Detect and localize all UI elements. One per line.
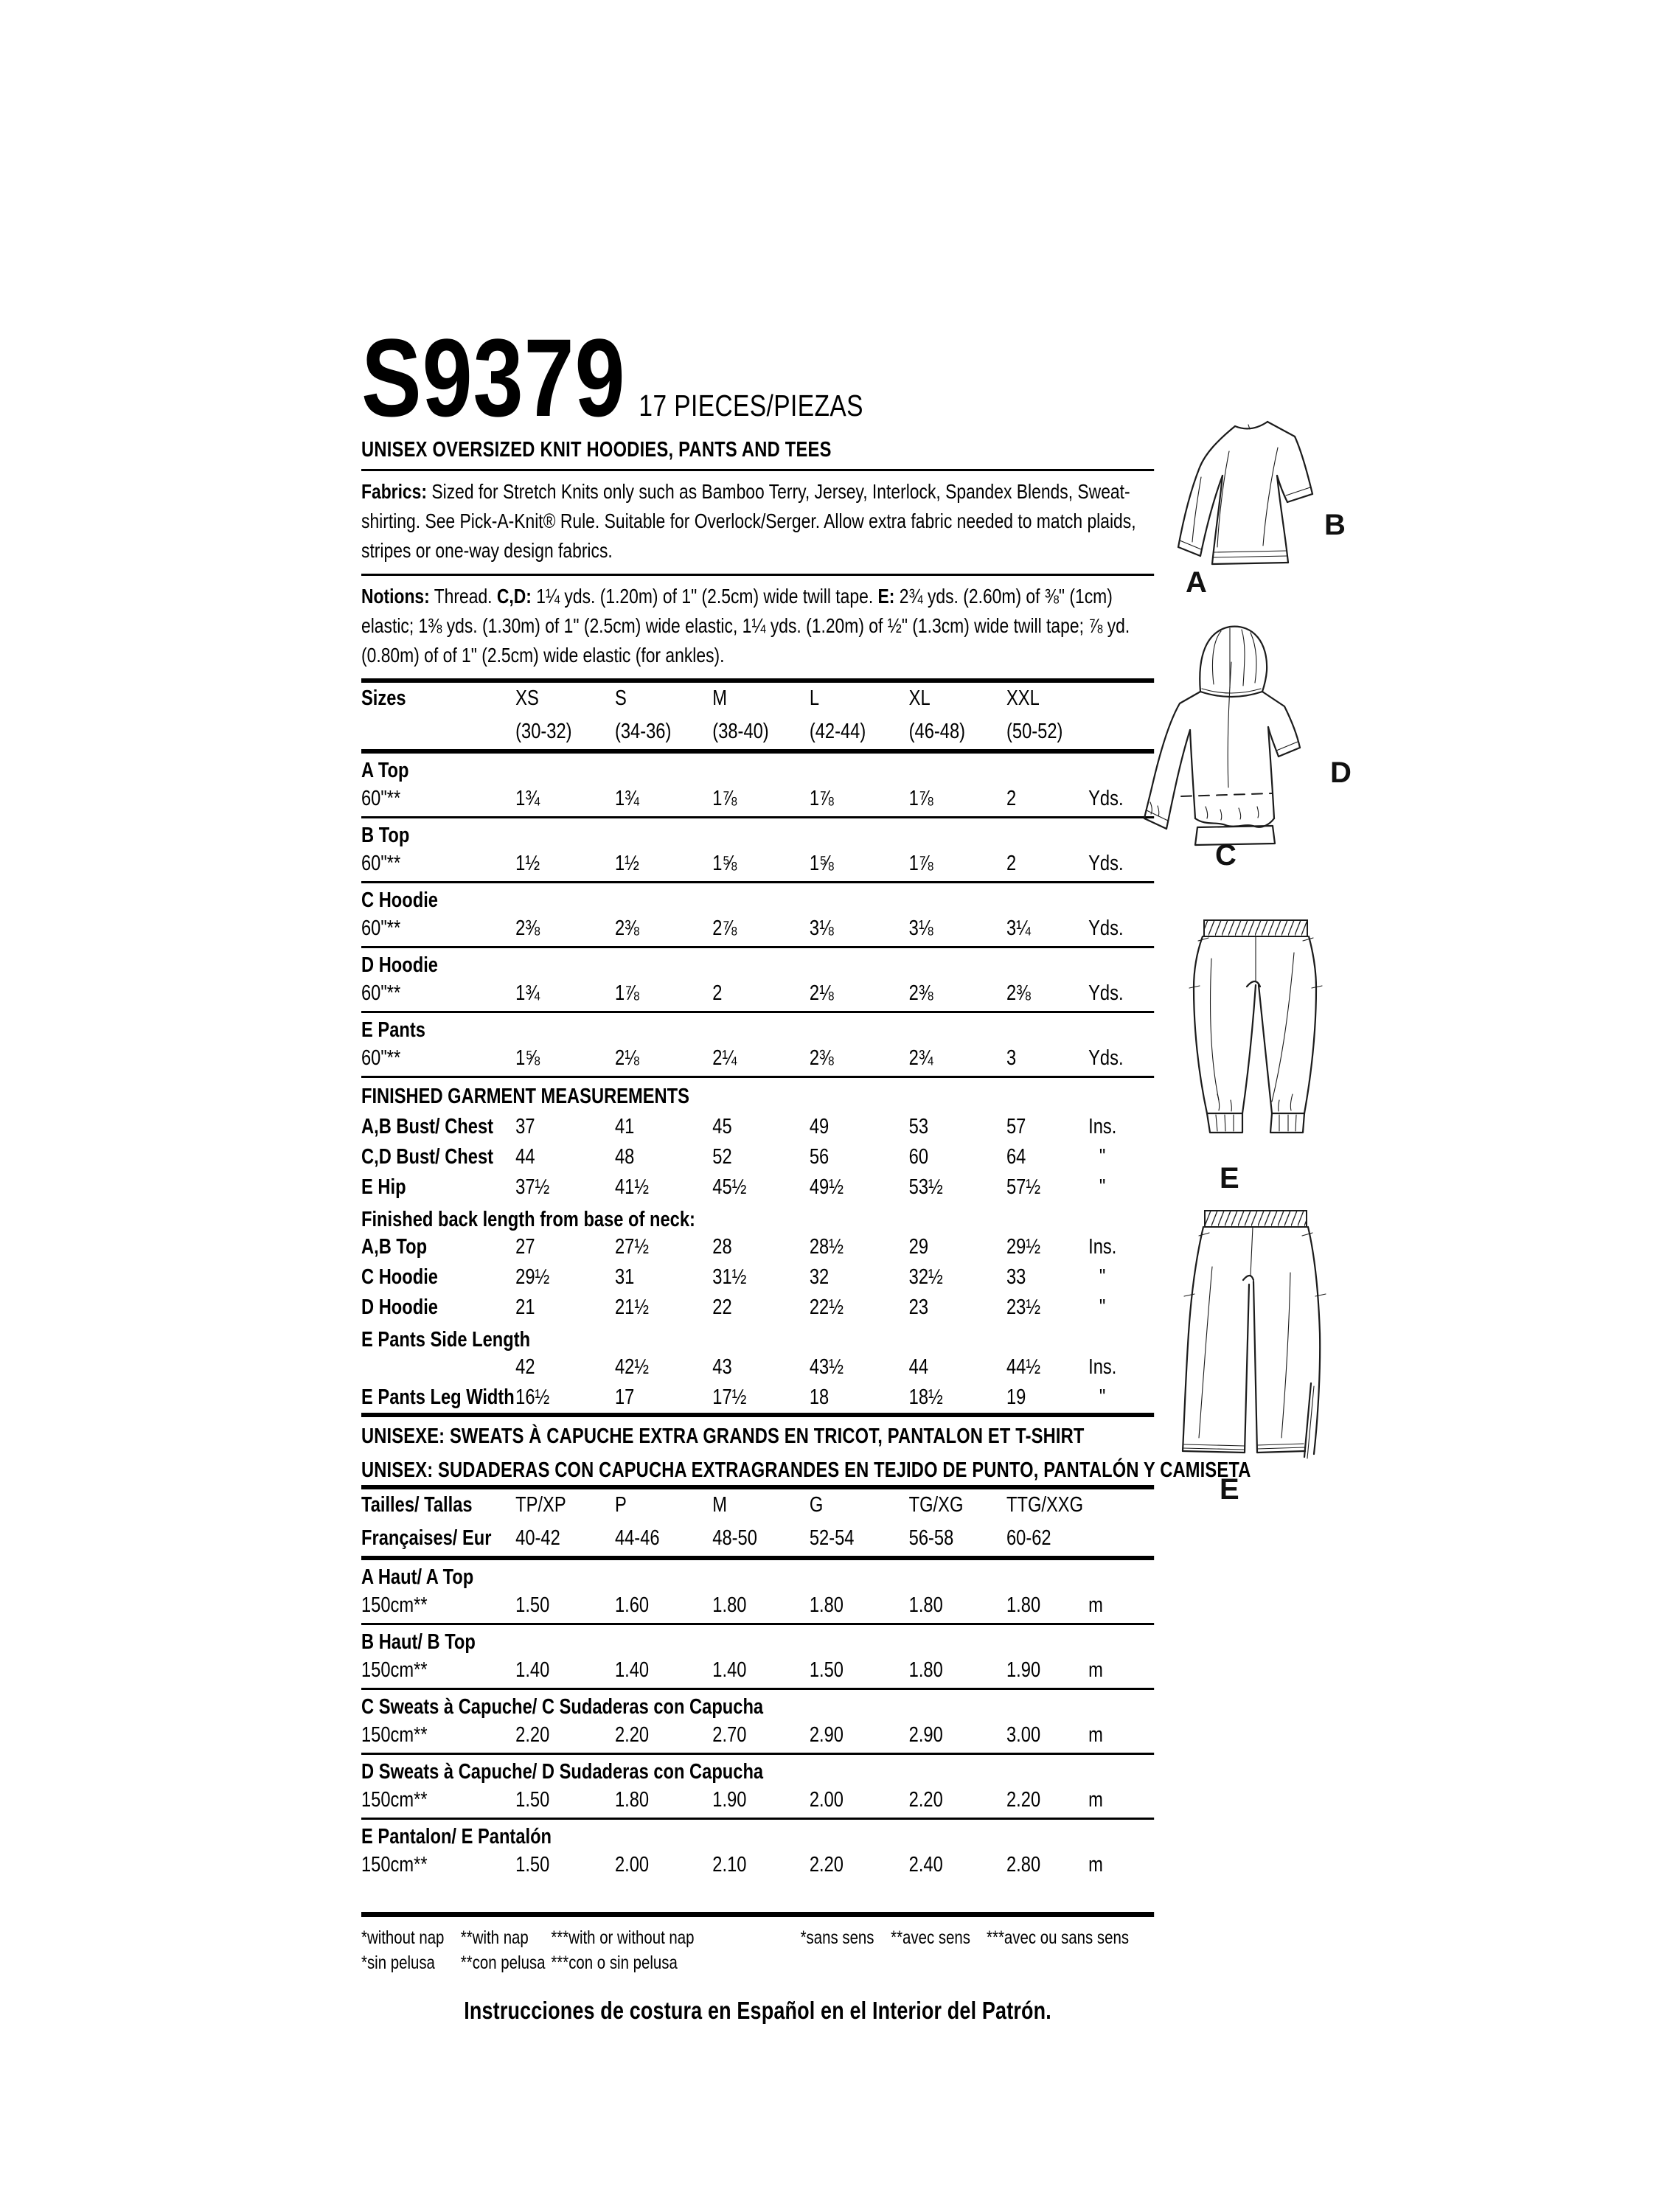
spanish-instructions-note: Instrucciones de costura en Español en el Interior del Patrón.: [464, 1997, 1051, 2024]
cell: D Hoodie: [361, 1295, 438, 1319]
garment-section-label: E Pantalon/ E Pantalón: [361, 1825, 552, 1848]
cell: A,B Top: [361, 1235, 428, 1259]
cell: 1.80: [908, 1658, 943, 1682]
metric-yardage-table: [361, 1489, 1154, 1882]
cell: 44-46: [614, 1526, 660, 1550]
cell: 2.20: [908, 1788, 943, 1812]
cell: 27½: [614, 1235, 650, 1259]
cell: [1088, 1526, 1154, 1551]
view-label-a: A: [1186, 566, 1207, 599]
cell: 44: [908, 1355, 929, 1379]
cell: (50-52): [1006, 720, 1063, 743]
cell: 1.80: [1006, 1593, 1041, 1617]
cell: 23½: [1006, 1295, 1041, 1319]
cell: Sizes: [361, 686, 406, 710]
cell: 53½: [908, 1175, 943, 1199]
cell: 56-58: [908, 1526, 954, 1550]
cell: ": [1099, 1265, 1106, 1289]
cell: 1⅞: [809, 787, 834, 810]
cell: 1.90: [1006, 1658, 1041, 1682]
fabrics-paragraph: [361, 471, 1154, 574]
cell: 45½: [712, 1175, 747, 1199]
cell: 29½: [1006, 1235, 1041, 1259]
cell: 2.40: [908, 1853, 943, 1877]
garment-section-label: E Pants: [361, 1018, 425, 1042]
title-row: [361, 316, 1154, 439]
cell: 60"**: [361, 1046, 401, 1070]
cell: 150cm**: [361, 1593, 428, 1617]
measurement-row: [361, 1262, 1154, 1293]
cell: 2.10: [712, 1853, 747, 1877]
cell: Ins.: [1088, 1115, 1117, 1138]
cell: 150cm**: [361, 1723, 428, 1747]
pattern-number: S9379: [361, 316, 626, 439]
cell: 60"**: [361, 852, 401, 875]
view-label-e-joggers: E: [1220, 1162, 1239, 1194]
cell: 1.80: [809, 1593, 844, 1617]
cell: Françaises/ Eur: [361, 1526, 492, 1550]
sizes-header-row: [361, 683, 1154, 716]
cell: 1.40: [614, 1658, 650, 1682]
cell: m: [1088, 1853, 1103, 1877]
footnote: *sans sens: [800, 1927, 874, 1948]
cell: P: [614, 1493, 627, 1517]
cell: 1¾: [515, 981, 540, 1005]
cell: 3⅛: [809, 917, 834, 940]
cell: 3⅛: [908, 917, 933, 940]
cell: 1½: [614, 852, 639, 875]
hoodie-illustration: [1143, 618, 1329, 863]
cell: 23: [908, 1295, 929, 1319]
cell: 48-50: [712, 1526, 757, 1550]
cell: 44½: [1006, 1355, 1041, 1379]
cell: 2⅛: [809, 981, 834, 1005]
cell: 1⅞: [908, 787, 933, 810]
content-column: [361, 316, 1251, 2025]
cell: 60-62: [1006, 1526, 1051, 1550]
imperial-yardage-table: [361, 683, 1154, 1078]
footnote: ***avec ou sans sens: [987, 1927, 1130, 1948]
cell: 43: [712, 1355, 732, 1379]
cell: 32: [809, 1265, 830, 1289]
cell: 37½: [515, 1175, 550, 1199]
cell: 17: [614, 1385, 635, 1409]
cell: 2.20: [614, 1723, 650, 1747]
cell: ": [1099, 1145, 1106, 1169]
view-label-d: D: [1330, 757, 1352, 789]
metric-sizes-row: [361, 1489, 1154, 1523]
cell: 40-42: [515, 1526, 560, 1550]
divider: [361, 1912, 1154, 1917]
cell: Yds.: [1088, 852, 1124, 875]
cell: 22½: [809, 1295, 844, 1319]
cell: 1.90: [712, 1788, 747, 1812]
measurement-subheading: E Pants Side Length: [361, 1328, 531, 1352]
cell: 21½: [614, 1295, 650, 1319]
cell: 43½: [809, 1355, 844, 1379]
cell: 42½: [614, 1355, 650, 1379]
tee-illustration: [1167, 407, 1343, 593]
measurement-row: [361, 1232, 1154, 1262]
cell: 29: [908, 1235, 929, 1259]
cell: Yds.: [1088, 981, 1124, 1005]
cell: 2.80: [1006, 1853, 1041, 1877]
cell: m: [1088, 1658, 1103, 1682]
cell: XXL: [1006, 686, 1040, 710]
yardage-row: [361, 1849, 1154, 1882]
title-es: UNISEX: SUDADERAS CON CAPUCHA EXTRAGRANDES EN TEJIDO DE PUNTO, PANTALÓN Y CAMISETA: [361, 1458, 1251, 1482]
yardage-row: [361, 848, 1154, 881]
measurement-row: [361, 1382, 1154, 1413]
cell: m: [1088, 1788, 1103, 1812]
cell: ": [1099, 1175, 1106, 1199]
cell: TP/XP: [515, 1493, 566, 1517]
cell: 2.00: [614, 1853, 650, 1877]
cell: 150cm**: [361, 1788, 428, 1812]
cell: 2.90: [908, 1723, 943, 1747]
cell: 1⅞: [712, 787, 737, 810]
cell: Ins.: [1088, 1355, 1117, 1379]
sizes-range-row: [361, 716, 1154, 749]
cell: Yds.: [1088, 917, 1124, 940]
cell: C,D Bust/ Chest: [361, 1145, 494, 1169]
cell: 2: [1006, 787, 1017, 810]
cell: 41½: [614, 1175, 650, 1199]
cell: 1⅝: [809, 852, 834, 875]
cell: 2: [712, 981, 723, 1005]
cell: 52-54: [809, 1526, 855, 1550]
yardage-row: [361, 913, 1154, 946]
footnote: ***with or without nap: [551, 1927, 695, 1948]
cell: 64: [1006, 1145, 1026, 1169]
cell: M: [712, 686, 728, 710]
yardage-row: [361, 1590, 1154, 1623]
cell: 53: [908, 1115, 929, 1138]
cell: 3.00: [1006, 1723, 1041, 1747]
yardage-row: [361, 1043, 1154, 1076]
title-fr: UNISEXE: SWEATS À CAPUCHE EXTRA GRANDS EN TRICOT, PANTALON ET T-SHIRT: [361, 1425, 1085, 1448]
cell: Tailles/ Tallas: [361, 1493, 473, 1517]
title-en: UNISEX OVERSIZED KNIT HOODIES, PANTS AND TEES: [361, 438, 832, 462]
cell: 1⅞: [614, 981, 639, 1005]
text-segment: Sized for Stretch Knits only such as Bamboo Terry, Jersey, Interlock, Spandex Blends, Sweat-shirting. See Pick-A-Knit® Rule. Suitable for Overlock/Serger. Allow extra fabric needed to match plaids, stripes or one-way design fabrics.: [361, 480, 1136, 562]
cell: 57½: [1006, 1175, 1041, 1199]
cell: 2.70: [712, 1723, 747, 1747]
text-segment: Fabrics:: [361, 480, 428, 503]
cell: Yds.: [1088, 787, 1124, 810]
cell: C Hoodie: [361, 1265, 438, 1289]
cell: 44: [515, 1145, 535, 1169]
cell: 17½: [712, 1385, 747, 1409]
view-label-b: B: [1324, 509, 1346, 541]
cell: 28: [712, 1235, 732, 1259]
cell: E Pants Leg Width: [361, 1385, 515, 1409]
cell: 52: [712, 1145, 732, 1169]
cell: 1⅝: [515, 1046, 540, 1070]
footnote: *without nap: [361, 1927, 445, 1948]
cell: 1½: [515, 852, 540, 875]
cell: 42: [515, 1355, 535, 1379]
cell: 16½: [515, 1385, 550, 1409]
cell: 2⅜: [809, 1046, 834, 1070]
wide-pants-illustration: [1178, 1208, 1335, 1475]
yardage-row: [361, 783, 1154, 816]
footnote: **avec sens: [891, 1927, 971, 1948]
cell: E Hip: [361, 1175, 406, 1199]
cell: 2⅞: [712, 917, 737, 940]
cell: 2¾: [908, 1046, 933, 1070]
cell: 2.20: [515, 1723, 550, 1747]
garment-section-label: B Haut/ B Top: [361, 1630, 476, 1654]
cell: 1.50: [515, 1853, 550, 1877]
cell: 1.50: [515, 1593, 550, 1617]
measurement-row: [361, 1352, 1154, 1382]
cell: 3¼: [1006, 917, 1031, 940]
cell: 1.50: [809, 1658, 844, 1682]
footnote: *sin pelusa: [361, 1952, 435, 1973]
cell: L: [809, 686, 820, 710]
cell: 150cm**: [361, 1658, 428, 1682]
finished-measurements-title: FINISHED GARMENT MEASUREMENTS: [361, 1085, 689, 1108]
metric-range-row: [361, 1523, 1154, 1556]
cell: 31: [614, 1265, 635, 1289]
cell: G: [809, 1493, 824, 1517]
hoodie-drawing: [1143, 618, 1329, 863]
cell: 3: [1006, 1046, 1017, 1070]
cell: XL: [908, 686, 931, 710]
garment-section-label: C Hoodie: [361, 888, 438, 912]
text-segment: 2¾ yds. (2.60m) of ⅜" (1cm) elastic; 1⅜ yds. (1.30m) of 1" (2.5cm) wide elastic, 1¼ yds. (1.20m) of ½" (1.3cm) wide twill tape; ⅞ yd. (0.80m) of of 1" (2.5cm) wide elastic (for ankles).: [361, 585, 1130, 667]
cell: 60: [908, 1145, 929, 1169]
measurement-row: [361, 1172, 1154, 1203]
measurement-row: [361, 1293, 1154, 1323]
cell: 1.80: [614, 1788, 650, 1812]
measurement-subheading: Finished back length from base of neck:: [361, 1208, 695, 1231]
text-segment: E:: [877, 585, 895, 608]
text-segment: C,D:: [496, 585, 532, 608]
cell: 32½: [908, 1265, 943, 1289]
cell: TG/XG: [908, 1493, 964, 1517]
cell: 2.20: [1006, 1788, 1041, 1812]
finished-measurements-table: [361, 1078, 1154, 1413]
cell: 49½: [809, 1175, 844, 1199]
pieces-count: 17 PIECES/PIEZAS: [639, 389, 863, 422]
cell: 2.90: [809, 1723, 844, 1747]
footnote: **with nap: [460, 1927, 529, 1948]
text-segment: Thread.: [429, 585, 497, 608]
cell: 1¾: [515, 787, 540, 810]
cell: XS: [515, 686, 539, 710]
cell: 28½: [809, 1235, 844, 1259]
cell: A,B Bust/ Chest: [361, 1115, 494, 1138]
cell: 1.50: [515, 1788, 550, 1812]
footnotes-row-en-fr: [361, 1926, 1154, 1951]
cell: 56: [809, 1145, 830, 1169]
cell: 19: [1006, 1385, 1026, 1409]
jogger-pants-illustration: [1182, 917, 1331, 1155]
garment-section-label: A Haut/ A Top: [361, 1565, 474, 1589]
cell: Yds.: [1088, 1046, 1124, 1070]
cell: 2⅛: [614, 1046, 639, 1070]
cell: 2⅜: [614, 917, 639, 940]
cell: (42-44): [809, 720, 866, 743]
cell: (38-40): [712, 720, 769, 743]
garment-section-label: A Top: [361, 759, 409, 782]
footnote: **con pelusa: [460, 1952, 546, 1973]
garment-section-label: B Top: [361, 824, 410, 847]
cell: 37: [515, 1115, 535, 1138]
cell: 1¾: [614, 787, 639, 810]
garment-section-label: D Sweats à Capuche/ D Sudaderas con Capucha: [361, 1760, 764, 1784]
cell: [361, 719, 515, 744]
cell: 29½: [515, 1265, 550, 1289]
cell: [1088, 1492, 1154, 1517]
cell: 2.00: [809, 1788, 844, 1812]
cell: 1.40: [712, 1658, 747, 1682]
view-label-e-wide: E: [1220, 1473, 1239, 1506]
cell: 18½: [908, 1385, 943, 1409]
text-segment: Notions:: [361, 585, 430, 608]
cell: 60"**: [361, 981, 401, 1005]
cell: 1⅞: [908, 852, 933, 875]
cell: 1.40: [515, 1658, 550, 1682]
cell: (34-36): [614, 720, 672, 743]
cell: 1.60: [614, 1593, 650, 1617]
cell: S: [614, 686, 627, 710]
cell: (46-48): [908, 720, 966, 743]
measurement-row: [361, 1112, 1154, 1142]
cell: 48: [614, 1145, 635, 1169]
yardage-row: [361, 978, 1154, 1011]
cell: ": [1099, 1295, 1106, 1319]
footnote: ***con o sin pelusa: [551, 1952, 678, 1973]
cell: (30-32): [515, 720, 572, 743]
cell: 49: [809, 1115, 830, 1138]
measurement-row: [361, 1142, 1154, 1172]
cell: Ins.: [1088, 1235, 1117, 1259]
cell: 150cm**: [361, 1853, 428, 1877]
cell: ": [1099, 1385, 1106, 1409]
cell: TTG/XXG: [1006, 1493, 1084, 1517]
cell: m: [1088, 1593, 1103, 1617]
cell: m: [1088, 1723, 1103, 1747]
cell: 41: [614, 1115, 635, 1138]
yardage-row: [361, 1784, 1154, 1818]
cell: 60"**: [361, 917, 401, 940]
cell: 2¼: [712, 1046, 737, 1070]
tee-drawing: [1167, 407, 1343, 593]
cell: 1.80: [712, 1593, 747, 1617]
view-label-c: C: [1215, 839, 1237, 872]
notions-paragraph: [361, 576, 1154, 678]
cell: 22: [712, 1295, 732, 1319]
yardage-row: [361, 1655, 1154, 1688]
cell: 2: [1006, 852, 1017, 875]
yardage-row: [361, 1719, 1154, 1753]
cell: 33: [1006, 1265, 1026, 1289]
cell: 57: [1006, 1115, 1026, 1138]
cell: 1.80: [908, 1593, 943, 1617]
wide-pants-drawing: [1178, 1208, 1335, 1475]
garment-section-label: D Hoodie: [361, 953, 438, 977]
cell: 2⅜: [908, 981, 933, 1005]
jogger-pants-drawing: [1182, 917, 1331, 1155]
cell: 21: [515, 1295, 535, 1319]
garment-section-label: C Sweats à Capuche/ C Sudaderas con Capucha: [361, 1695, 764, 1719]
cell: 45: [712, 1115, 732, 1138]
cell: 31½: [712, 1265, 747, 1289]
cell: M: [712, 1493, 728, 1517]
cell: 27: [515, 1235, 535, 1259]
cell: 1⅝: [712, 852, 737, 875]
footnotes-row-es: [361, 1951, 1154, 1976]
cell: 60"**: [361, 787, 401, 810]
cell: 2⅜: [1006, 981, 1031, 1005]
cell: [361, 1354, 515, 1380]
cell: 2.20: [809, 1853, 844, 1877]
cell: 2⅜: [515, 917, 540, 940]
text-segment: 1¼ yds. (1.20m) of 1" (2.5cm) wide twill tape.: [531, 585, 878, 608]
cell: 18: [809, 1385, 830, 1409]
